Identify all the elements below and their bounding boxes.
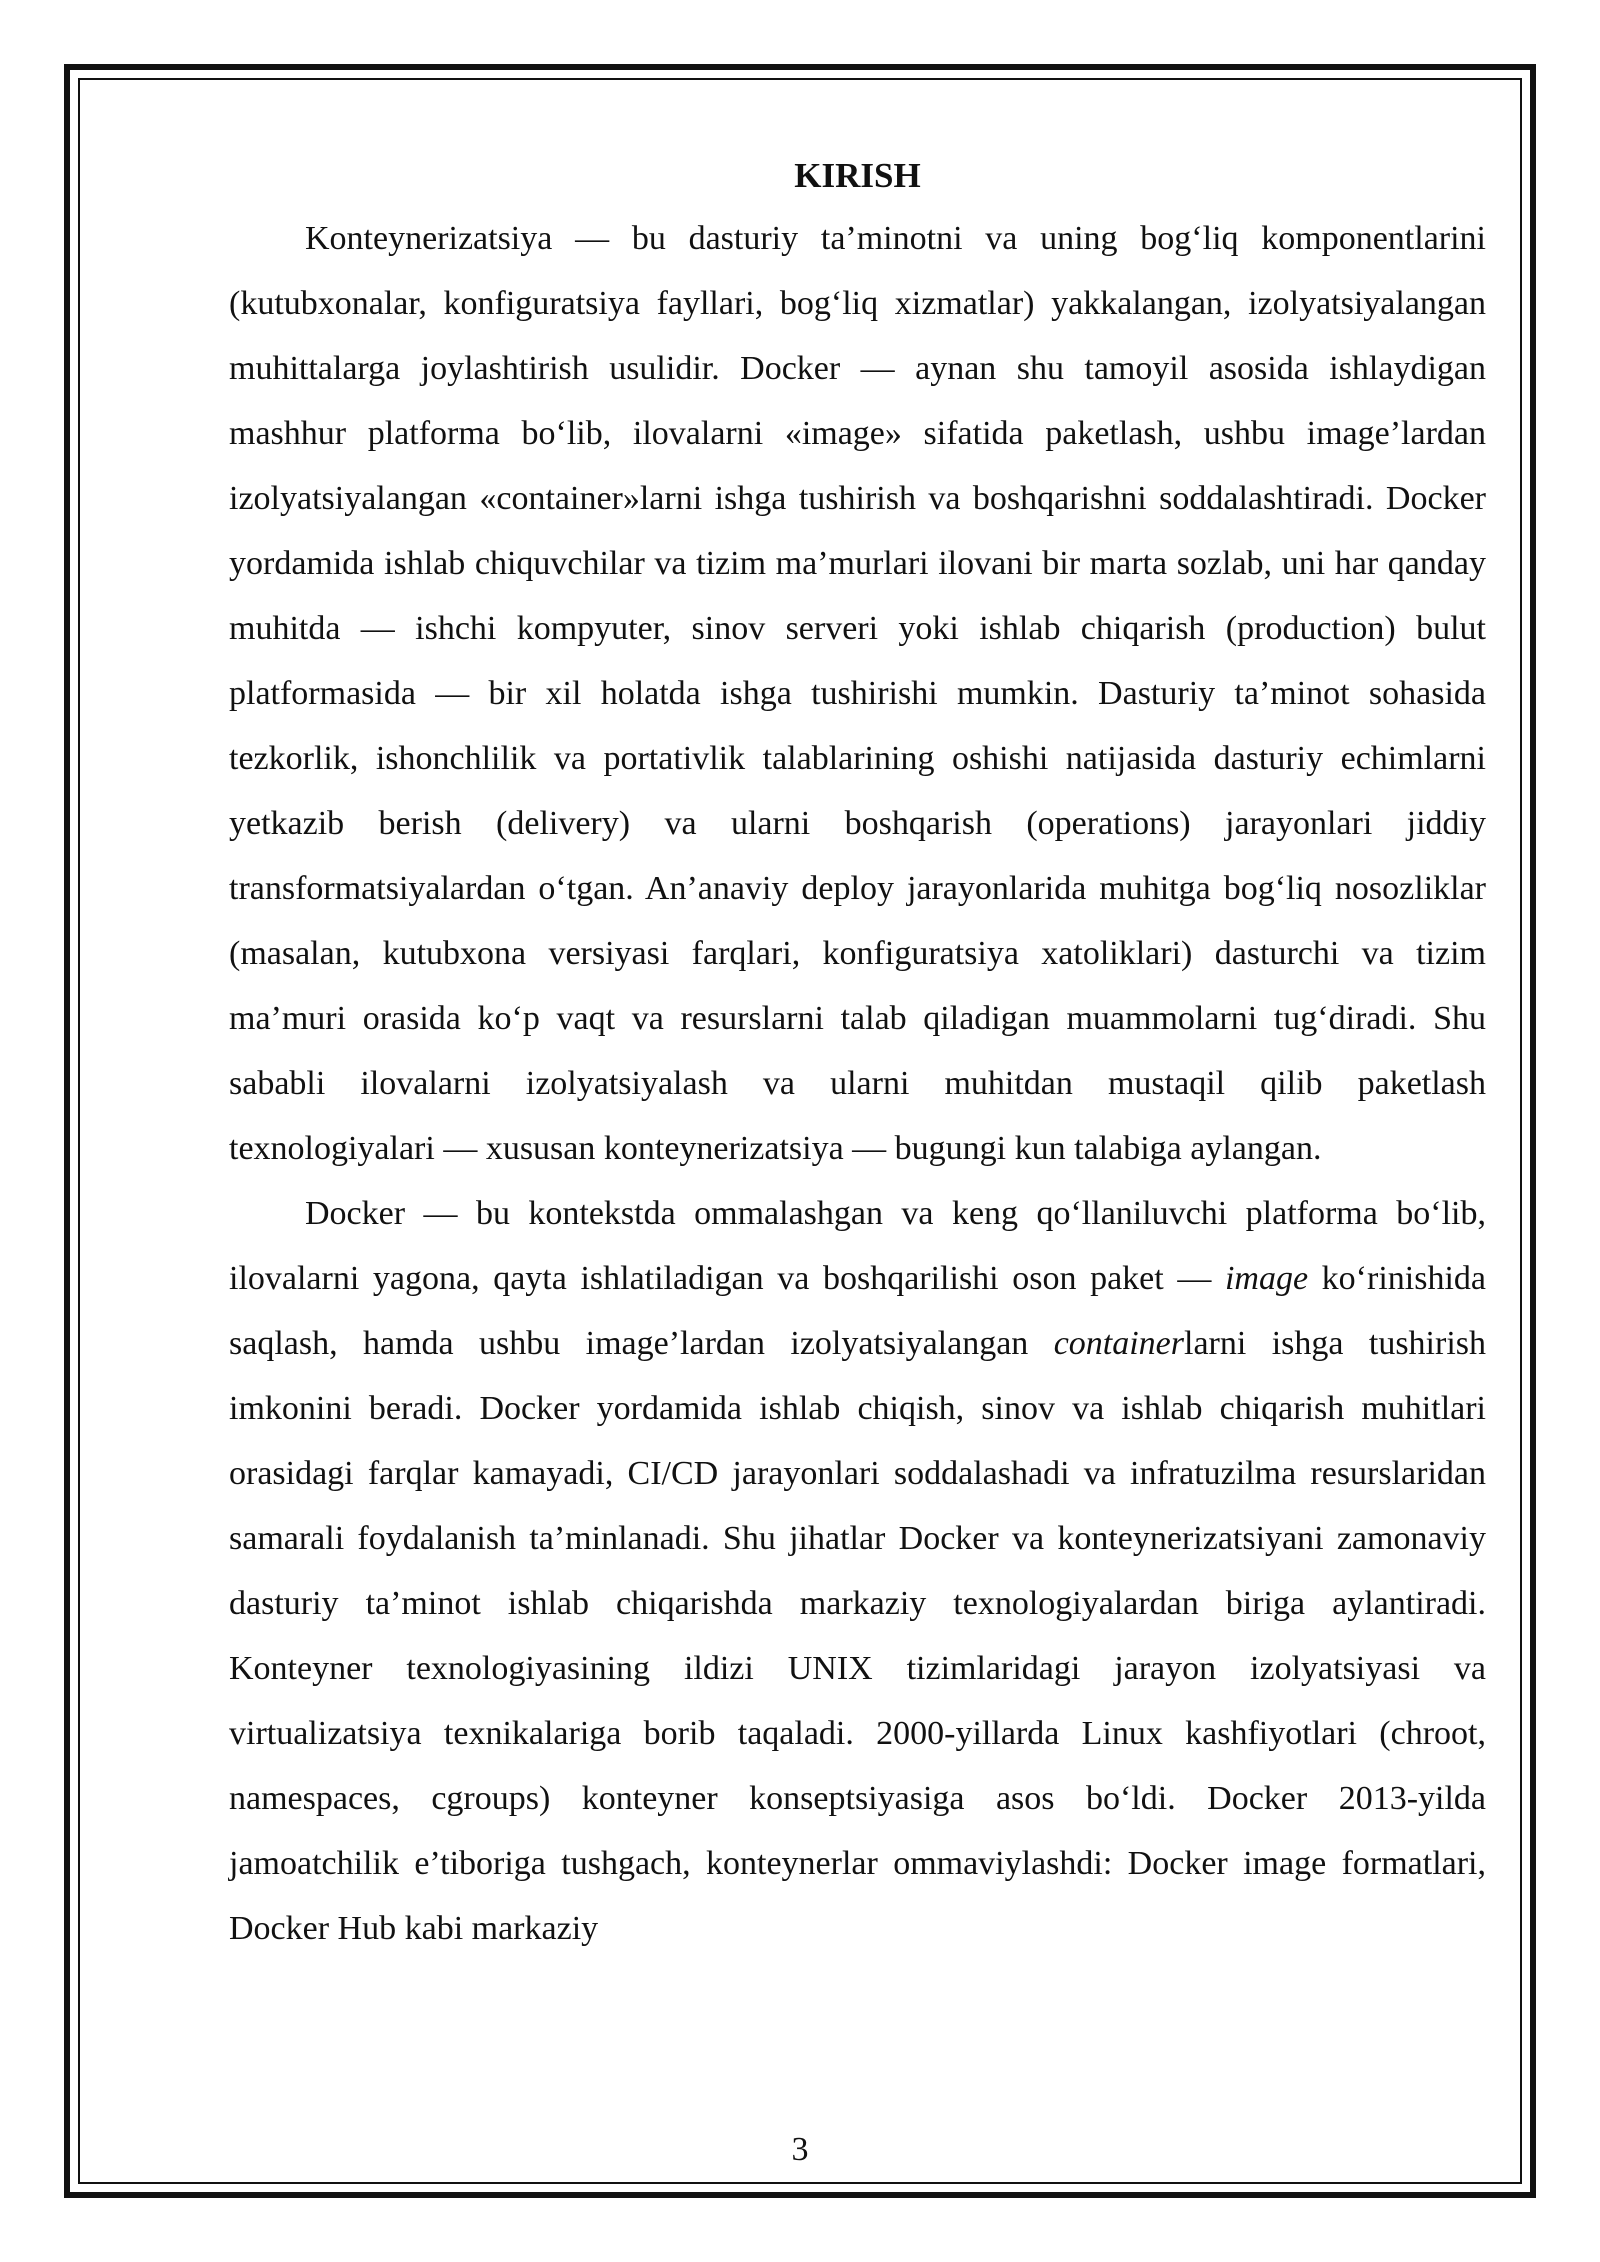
page-content xyxy=(229,146,1486,1961)
paragraph-2-text-b: ko‘rinishida saqlash, hamda ushbu image’lardan izolyatsiyalangan xyxy=(229,1260,1486,1362)
paragraph-1: Konteynerizatsiya — bu dasturiy ta’minotni va uning bog‘liq komponentlarini (kutubxonalar, konfiguratsiya fayllari, bog‘liq xizmatlar) yakkalangan, izolyatsiyalangan muhittalarga joylashtirish usulidir. Docker — aynan shu tamoyil asosida ishlaydigan mashhur platforma bo‘lib, ilovalarni «image» sifatida paketlash, ushbu image’lardan izolyatsiyalangan «container»larni ishga tushirish va boshqarishni soddalashtiradi. Docker yordamida ishlab chiquvchilar va tizim ma’murlari ilovani bir marta sozlab, uni har qanday muhitda — ishchi kompyuter, sinov serveri yoki ishlab chiqarish (production) bulut platformasida — bir xil holatda ishga tushirishi mumkin. Dasturiy ta’minot sohasida tezkorlik, ishonchlilik va portativlik talablarining oshishi natijasida dasturiy echimlarni yetkazib berish (delivery) va ularni boshqarish (operations) jarayonlari jiddiy transformatsiyalardan o‘tgan. An’anaviy deploy jarayonlarida muhitga bog‘liq nosozliklar (masalan, kutubxona versiyasi farqlari, konfiguratsiya xatoliklari) dasturchi va tizim ma’muri orasida ko‘p vaqt va resurslarni talab qiladigan muammolarni tug‘diradi. Shu sababli ilovalarni izolyatsiyalash va ularni muhitdan mustaqil qilib paketlash texnologiyalari — xususan konteynerizatsiya — bugungi kun talabiga aylangan. xyxy=(229,220,1486,1167)
page-number: 3 xyxy=(791,2131,809,2168)
paragraph-2 xyxy=(229,1181,1486,1961)
paragraph-2-italic-container: container xyxy=(1053,1325,1185,1362)
paragraph-2-italic-image: image xyxy=(1224,1260,1309,1297)
paragraph-2-text-a: Docker — bu kontekstda ommalashgan va keng qo‘llaniluvchi platforma bo‘lib, ilovalarni yagona, qayta ishlatiladigan va boshqarilishi oson paket — xyxy=(229,1195,1486,1297)
section-title: KIRISH xyxy=(794,156,921,195)
paragraph-2-text-c: larni ishga tushirish imkonini beradi. Docker yordamida ishlab chiqish, sinov va ishlab chiqarish muhitlari orasidagi farqlar kamayadi, CI/CD jarayonlari soddalashadi va infratuzilma resurslaridan samarali foydalanish ta’minlanadi. Shu jihatlar Docker va konteynerizatsiyani zamonaviy dasturiy ta’minot ishlab chiqarishda markaziy texnologiyalardan biriga aylantiradi. Konteyner texnologiyasining ildizi UNIX tizimlaridagi jarayon izolyatsiyasi va virtualizatsiya texnikalariga borib taqaladi. 2000-yillarda Linux kashfiyotlari (chroot, namespaces, cgroups) konteyner konseptsiyasiga asos bo‘ldi. Docker 2013-yilda jamoatchilik e’tiboriga tushgach, konteynerlar ommaviylashdi: Docker image formatlari, Docker Hub kabi markaziy xyxy=(229,1325,1487,1947)
